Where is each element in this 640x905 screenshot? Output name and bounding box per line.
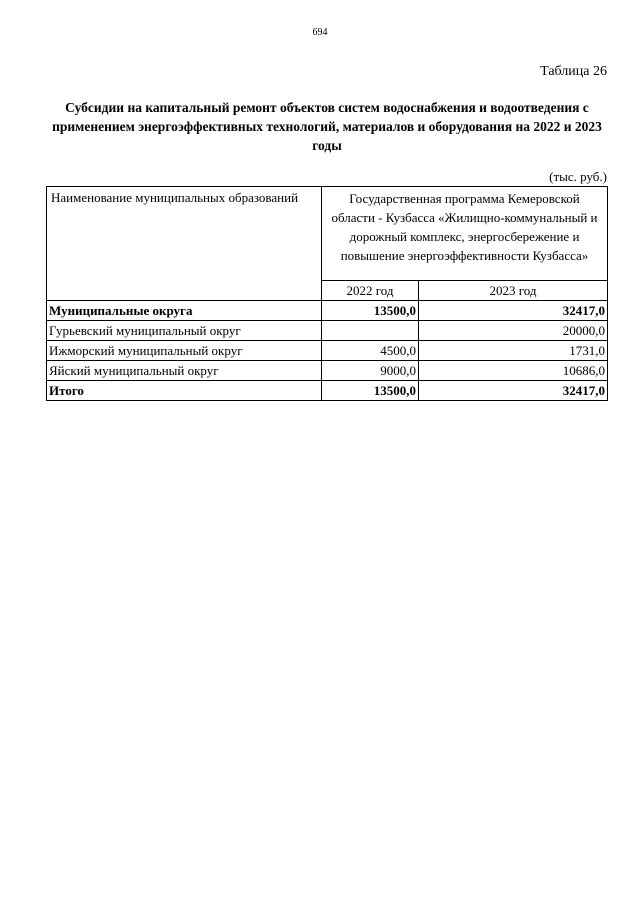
- subsidy-table: [46, 186, 608, 401]
- table-row-guryevsky: [47, 321, 608, 341]
- row-name: Гурьевский муниципальный округ: [47, 321, 322, 341]
- table-header-row: [47, 187, 608, 281]
- row-value-2023: 32417,0: [419, 381, 608, 401]
- row-name: Ижморский муниципальный округ: [47, 341, 322, 361]
- row-value-2022: 13500,0: [322, 301, 419, 321]
- row-value-2023: 20000,0: [419, 321, 608, 341]
- header-year-2023: 2023 год: [419, 281, 608, 301]
- row-name: Итого: [47, 381, 322, 401]
- row-value-2022: 4500,0: [322, 341, 419, 361]
- table-row-total: [47, 381, 608, 401]
- table-row-izhmorsky: [47, 341, 608, 361]
- table-label: Таблица 26: [540, 64, 607, 79]
- header-municipality-name: Наименование муниципальных образований: [47, 187, 322, 301]
- row-name: Яйский муниципальный округ: [47, 361, 322, 381]
- page-number: 694: [312, 27, 328, 38]
- row-value-2022: [322, 321, 419, 341]
- units-label: (тыс. руб.): [549, 169, 607, 184]
- document-title: Субсидии на капитальный ремонт объектов систем водоснабжения и водоотведения с применением энергоэффективных технологий, материалов и оборудования на 2022 и 2023 годы: [52, 100, 602, 153]
- table-row-yaysky: [47, 361, 608, 381]
- row-value-2023: 10686,0: [419, 361, 608, 381]
- row-value-2023: 1731,0: [419, 341, 608, 361]
- row-name: Муниципальные округа: [47, 301, 322, 321]
- row-value-2022: 9000,0: [322, 361, 419, 381]
- row-value-2023: 32417,0: [419, 301, 608, 321]
- header-state-program: Государственная программа Кемеровской области - Кузбасса «Жилищно-коммунальный и дорожный комплекс, энергосбережение и повышение энергоэффективности Кузбасса»: [322, 187, 608, 281]
- header-year-2022: 2022 год: [322, 281, 419, 301]
- table-row-municipal-districts: [47, 301, 608, 321]
- row-value-2022: 13500,0: [322, 381, 419, 401]
